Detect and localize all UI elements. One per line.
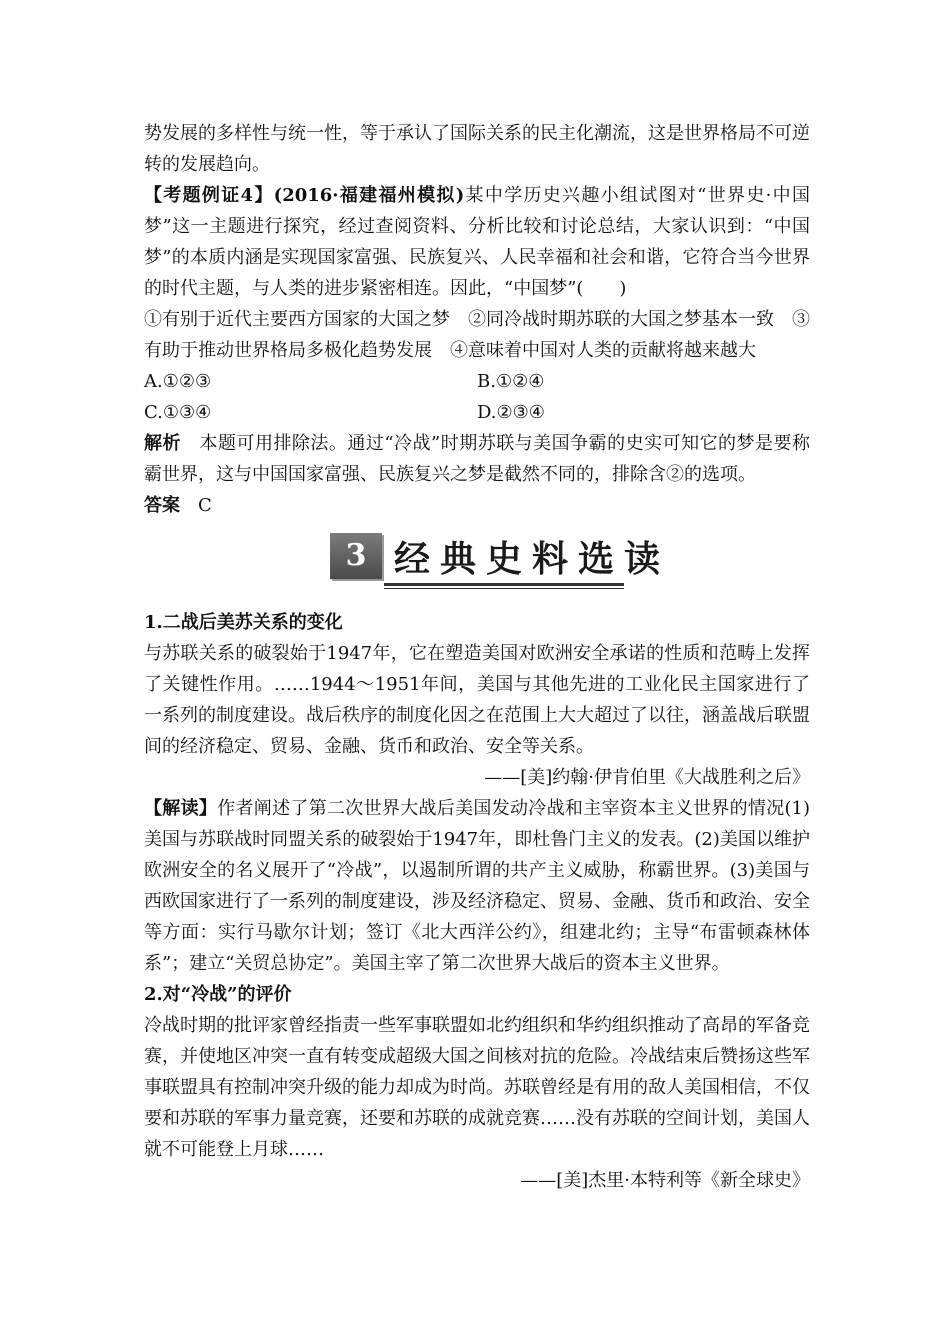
example-source: (2016·福建福州模拟) — [273, 185, 465, 206]
section2-heading: 2.对“冷战”的评价 — [144, 984, 292, 1005]
section2-text: 冷战时期的批评家曾经指责一些军事联盟如北约组织和华约组织推动了高昂的军备竞赛，并使地区冲突一直有转变成超级大国之间核对抗的危险。冷战结束后赞扬这些军事联盟具有控制冲突升级的能力却成为时尚。苏联曾经是有用的敌人美国相信，不仅要和苏联的军事力量竞赛，还要和苏联的成就竞赛……没有苏联的空间计划，美国人就不可能登上月球…… — [144, 1015, 810, 1160]
analysis-text: 本题可用排除法。通过“冷战”时期苏联与美国争霸的史实可知它的梦是要称霸世界，这与中国国家富强、民族复兴之梦是截然不同的，排除含②的选项。 — [144, 433, 811, 485]
options-row-1 — [144, 366, 810, 397]
analysis-label: 解析 — [144, 433, 181, 454]
reading-label: 【解读】 — [144, 798, 218, 819]
section1-heading: 1.二战后美苏关系的变化 — [144, 612, 343, 633]
section-banner — [144, 527, 810, 593]
option-b: B.①②④ — [477, 371, 545, 392]
section1-text: 与苏联关系的破裂始于1947年，它在塑造美国对欧洲安全承诺的性质和范畴上发挥了关键性作用。……1944～1951年间，美国与其他先进的工业化民主国家进行了一系列的制度建设。战后秩序的制度化因之在范围上大大超过了以往，涵盖战后联盟间的经济稳定、贸易、金融、货币和政治、安全等关系。 — [144, 643, 810, 757]
option-d: D.②③④ — [477, 402, 545, 423]
document-page — [144, 118, 810, 1196]
example-tag: 【考题例证4】 — [144, 185, 274, 206]
banner-underline — [384, 583, 624, 586]
example-question — [144, 180, 810, 304]
banner-title: 经典史料选读 — [394, 538, 671, 580]
analysis-paragraph — [144, 428, 810, 490]
section1-reading — [144, 793, 810, 979]
options-row-2 — [144, 397, 810, 428]
example-items: ①有别于近代主要西方国家的大国之梦 ②同冷战时期苏联的大国之梦基本一致 ③有助于推动世界格局多极化趋势发展 ④意味着中国对人类的贡献将越来越大 — [144, 309, 810, 361]
answer-value: C — [198, 495, 212, 516]
answer-paragraph — [144, 490, 810, 521]
banner-underline-thin — [384, 588, 624, 589]
option-c: C.①③④ — [144, 402, 212, 423]
example-stem: 某中学历史兴趣小组试图对“世界史·中国梦”这一主题进行探究，经过查阅资料、分析比较和讨论总结，大家认识到：“中国梦”的本质内涵是实现国家富强、民族复兴、人民幸福和社会和谐，它符合当今世界的时代主题，与人类的进步紧密相连。因此，“中国梦”( ) — [144, 185, 810, 299]
intro-paragraph: 势发展的多样性与统一性，等于承认了国际关系的民主化潮流，这是世界格局不可逆转的发展趋向。 — [144, 123, 810, 175]
section1-source: ——[美]约翰·伊肯伯里《大战胜利之后》 — [484, 767, 810, 788]
option-a: A.①②③ — [144, 371, 212, 392]
banner-number: 3 — [330, 533, 382, 579]
answer-label: 答案 — [144, 495, 180, 516]
section2-source: ——[美]杰里·本特利等《新全球史》 — [520, 1170, 810, 1191]
reading-text: 作者阐述了第二次世界大战后美国发动冷战和主宰资本主义世界的情况(1)美国与苏联战时同盟关系的破裂始于1947年，即杜鲁门主义的发表。(2)美国以维护欧洲安全的名义展开了“冷战”，以遏制所谓的共产主义威胁，称霸世界。(3)美国与西欧国家进行了一系列的制度建设，涉及经济稳定、贸易、金融、货币和政治、安全等方面：实行马歇尔计划；签订《北大西洋公约》，组建北约；主导“布雷顿森林体系”；建立“关贸总协定”。美国主宰了第二次世界大战后的资本主义世界。 — [144, 798, 810, 974]
